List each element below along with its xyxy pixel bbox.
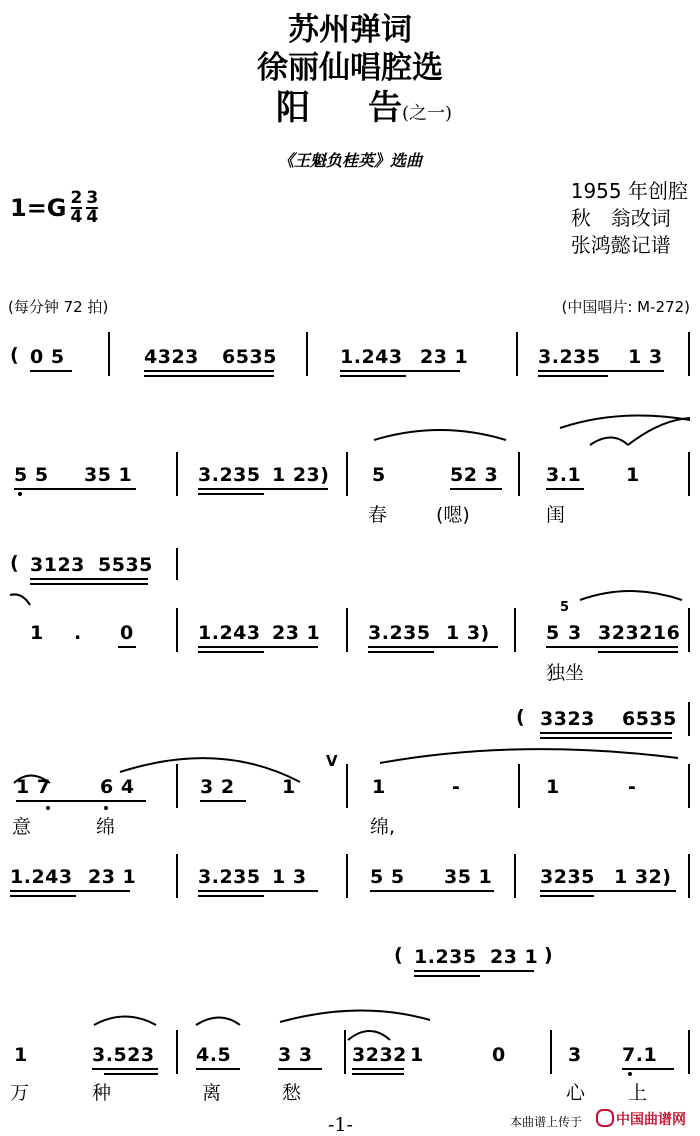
underline bbox=[414, 975, 480, 977]
note-group: 3323 bbox=[540, 708, 595, 730]
title-char-a: 阳 bbox=[276, 88, 310, 128]
site-logo[interactable] bbox=[596, 1109, 686, 1129]
underline bbox=[30, 370, 72, 372]
note: 1 bbox=[14, 1044, 28, 1066]
lyric: 闺 bbox=[546, 504, 566, 526]
note: 3 bbox=[568, 1044, 582, 1066]
bar-line bbox=[550, 1030, 552, 1074]
low-dot bbox=[46, 806, 50, 810]
underline bbox=[30, 578, 148, 580]
note-group: 23 1 bbox=[490, 946, 539, 968]
note-group: 3.235 bbox=[368, 622, 431, 644]
lyric: (嗯) bbox=[436, 504, 470, 526]
bar-line bbox=[176, 854, 178, 898]
note-group: 1 32) bbox=[614, 866, 672, 888]
underline bbox=[538, 370, 664, 372]
lyric: 愁 bbox=[282, 1082, 302, 1104]
note: 5 bbox=[546, 622, 560, 644]
meter-2-4: $\frac{2}{4}$ bbox=[70, 188, 83, 227]
note-group: 323216 bbox=[598, 622, 681, 644]
note-rest: 0 bbox=[492, 1044, 506, 1066]
underline bbox=[622, 1068, 674, 1070]
note: 3 bbox=[568, 622, 582, 644]
credit-transcriber: 张鸿懿记谱 bbox=[570, 233, 671, 257]
underline bbox=[92, 1068, 158, 1070]
breath-mark: V bbox=[326, 752, 339, 770]
note-group: 1 3 bbox=[272, 866, 307, 888]
title-char-b: 告 bbox=[368, 88, 402, 128]
note-group: 35 1 bbox=[444, 866, 493, 888]
note-group: 52 3 bbox=[450, 464, 499, 486]
bar-line bbox=[176, 608, 178, 652]
underline bbox=[340, 370, 460, 372]
note-group: 3 3 bbox=[278, 1044, 313, 1066]
site-name: 中国曲谱网 bbox=[616, 1112, 686, 1128]
bar-line bbox=[518, 764, 520, 808]
credit-lyricist: 秋 翁改词 bbox=[570, 206, 671, 230]
bar-line bbox=[688, 452, 690, 496]
lyric: 绵, bbox=[370, 816, 396, 838]
note-group: 1 7 bbox=[16, 776, 51, 798]
underline bbox=[144, 375, 274, 377]
lyric: 离 bbox=[202, 1082, 222, 1104]
low-dot bbox=[18, 492, 22, 496]
bar-line bbox=[176, 548, 178, 580]
bar-line bbox=[688, 332, 690, 376]
underline bbox=[368, 651, 434, 653]
bar-line bbox=[346, 764, 348, 808]
underline bbox=[196, 1068, 240, 1070]
note-group: 3235 bbox=[540, 866, 595, 888]
note: 1 bbox=[546, 776, 560, 798]
bar-line bbox=[176, 1030, 178, 1074]
underline bbox=[540, 890, 676, 892]
underline bbox=[144, 370, 274, 372]
note-group: 3.235 bbox=[538, 346, 601, 368]
underline bbox=[198, 646, 318, 648]
note-group: 35 1 bbox=[84, 464, 133, 486]
bar-line bbox=[108, 332, 110, 376]
credit-composer: 1955 年创腔 bbox=[570, 179, 688, 203]
note: 1 bbox=[30, 622, 44, 644]
bar-line bbox=[344, 1030, 346, 1074]
bar-line bbox=[518, 452, 520, 496]
lyric: 上 bbox=[628, 1082, 648, 1104]
underline bbox=[198, 651, 264, 653]
underline bbox=[540, 737, 672, 739]
source-note: 《王魁负桂英》选曲 bbox=[277, 151, 422, 170]
record-reference: (中国唱片: M-272) bbox=[561, 298, 690, 316]
note-group: 3.235 bbox=[198, 464, 261, 486]
bar-line bbox=[514, 608, 516, 652]
underline bbox=[198, 895, 264, 897]
lyric: 绵 bbox=[96, 816, 116, 838]
underline bbox=[340, 375, 406, 377]
underline bbox=[278, 1068, 322, 1070]
key-label: 1=G bbox=[10, 194, 67, 222]
lyric: 意 bbox=[12, 816, 32, 838]
bar-line bbox=[176, 452, 178, 496]
note-group: 6535 bbox=[222, 346, 277, 368]
underline bbox=[10, 890, 130, 892]
bar-line bbox=[688, 1030, 690, 1074]
underline bbox=[10, 895, 76, 897]
bar-line bbox=[346, 854, 348, 898]
note-group: 3123 bbox=[30, 554, 85, 576]
note-dot: . bbox=[74, 622, 82, 644]
underline bbox=[200, 800, 246, 802]
meter-3-4: $\frac{3}{4}$ bbox=[86, 188, 99, 227]
underline bbox=[546, 646, 678, 648]
note-group: 1 3 bbox=[628, 346, 663, 368]
note-group: 23 1 bbox=[272, 622, 321, 644]
page-number: -1- bbox=[328, 1114, 353, 1136]
note: 5 bbox=[372, 464, 386, 486]
lyric: 独坐 bbox=[546, 662, 585, 684]
bar-line bbox=[306, 332, 308, 376]
note-group: 6535 bbox=[622, 708, 677, 730]
bar-line bbox=[176, 764, 178, 808]
bar-line bbox=[346, 608, 348, 652]
underline bbox=[368, 646, 498, 648]
title-series: 苏州弹词 bbox=[288, 12, 412, 48]
lyric: 心 bbox=[566, 1082, 586, 1104]
note-group: 1.235 bbox=[414, 946, 477, 968]
underline bbox=[598, 651, 678, 653]
note-group: 1.243 bbox=[340, 346, 403, 368]
underline bbox=[540, 732, 672, 734]
low-dot bbox=[104, 806, 108, 810]
underline bbox=[370, 890, 494, 892]
note-rest: 0 bbox=[120, 622, 134, 644]
grace-note: 5 bbox=[560, 600, 570, 615]
note-group: 1 23) bbox=[272, 464, 330, 486]
note: 1 bbox=[282, 776, 296, 798]
note-dash: - bbox=[452, 776, 461, 798]
underline bbox=[118, 646, 136, 648]
low-dot bbox=[628, 1072, 632, 1076]
logo-icon bbox=[596, 1109, 614, 1127]
note: 1 bbox=[626, 464, 640, 486]
note-group: 4.5 bbox=[196, 1044, 232, 1066]
note-dash: - bbox=[628, 776, 637, 798]
lyric: 春 bbox=[368, 504, 388, 526]
note-paren-close: ) bbox=[544, 944, 554, 966]
underline bbox=[16, 800, 146, 802]
upload-note: 本曲谱上传于 bbox=[510, 1115, 583, 1129]
note-group: 7.1 bbox=[622, 1044, 658, 1066]
bar-line bbox=[688, 854, 690, 898]
note-group: 1 3) bbox=[446, 622, 490, 644]
underline bbox=[450, 488, 502, 490]
underline bbox=[198, 493, 264, 495]
note-group: 3.1 bbox=[546, 464, 582, 486]
underline bbox=[540, 895, 594, 897]
note-group: 23 1 bbox=[88, 866, 137, 888]
bar-line bbox=[516, 332, 518, 376]
underline bbox=[14, 488, 136, 490]
note-group: 6 4 bbox=[100, 776, 135, 798]
title-collection: 徐丽仙唱腔选 bbox=[257, 50, 443, 86]
note-paren-open: ( bbox=[10, 344, 20, 366]
note-paren-open: ( bbox=[516, 706, 526, 728]
underline bbox=[414, 970, 534, 972]
note-group: 5535 bbox=[98, 554, 153, 576]
underline bbox=[546, 488, 584, 490]
note-group: 5 5 bbox=[14, 464, 49, 486]
bar-line bbox=[688, 764, 690, 808]
underline bbox=[352, 1068, 404, 1070]
underline bbox=[198, 488, 328, 490]
bar-line bbox=[514, 854, 516, 898]
note: 1 bbox=[410, 1044, 424, 1066]
underline bbox=[538, 375, 608, 377]
note-group: 0 5 bbox=[30, 346, 65, 368]
note-paren-open: ( bbox=[10, 552, 20, 574]
tempo-marking: (每分钟 72 拍) bbox=[8, 298, 109, 316]
note-group: 3 2 bbox=[200, 776, 235, 798]
underline bbox=[198, 890, 318, 892]
note-group: 23 1 bbox=[420, 346, 469, 368]
bar-line bbox=[688, 608, 690, 652]
note-paren-open: ( bbox=[394, 944, 404, 966]
underline bbox=[30, 583, 148, 585]
lyric: 万 bbox=[10, 1082, 30, 1104]
note-group: 1.243 bbox=[198, 622, 261, 644]
underline bbox=[104, 1073, 158, 1075]
note-group: 1.243 bbox=[10, 866, 73, 888]
note-group: 3.523 bbox=[92, 1044, 155, 1066]
lyric: 种 bbox=[92, 1082, 112, 1104]
note-group: 4323 bbox=[144, 346, 199, 368]
note-group: 3.235 bbox=[198, 866, 261, 888]
note-group: 5 5 bbox=[370, 866, 405, 888]
title-subtitle: (之一) bbox=[402, 103, 453, 124]
underline bbox=[352, 1073, 404, 1075]
bar-line bbox=[346, 452, 348, 496]
bar-line bbox=[688, 702, 690, 736]
note-group: 3232 bbox=[352, 1044, 407, 1066]
note: 1 bbox=[372, 776, 386, 798]
